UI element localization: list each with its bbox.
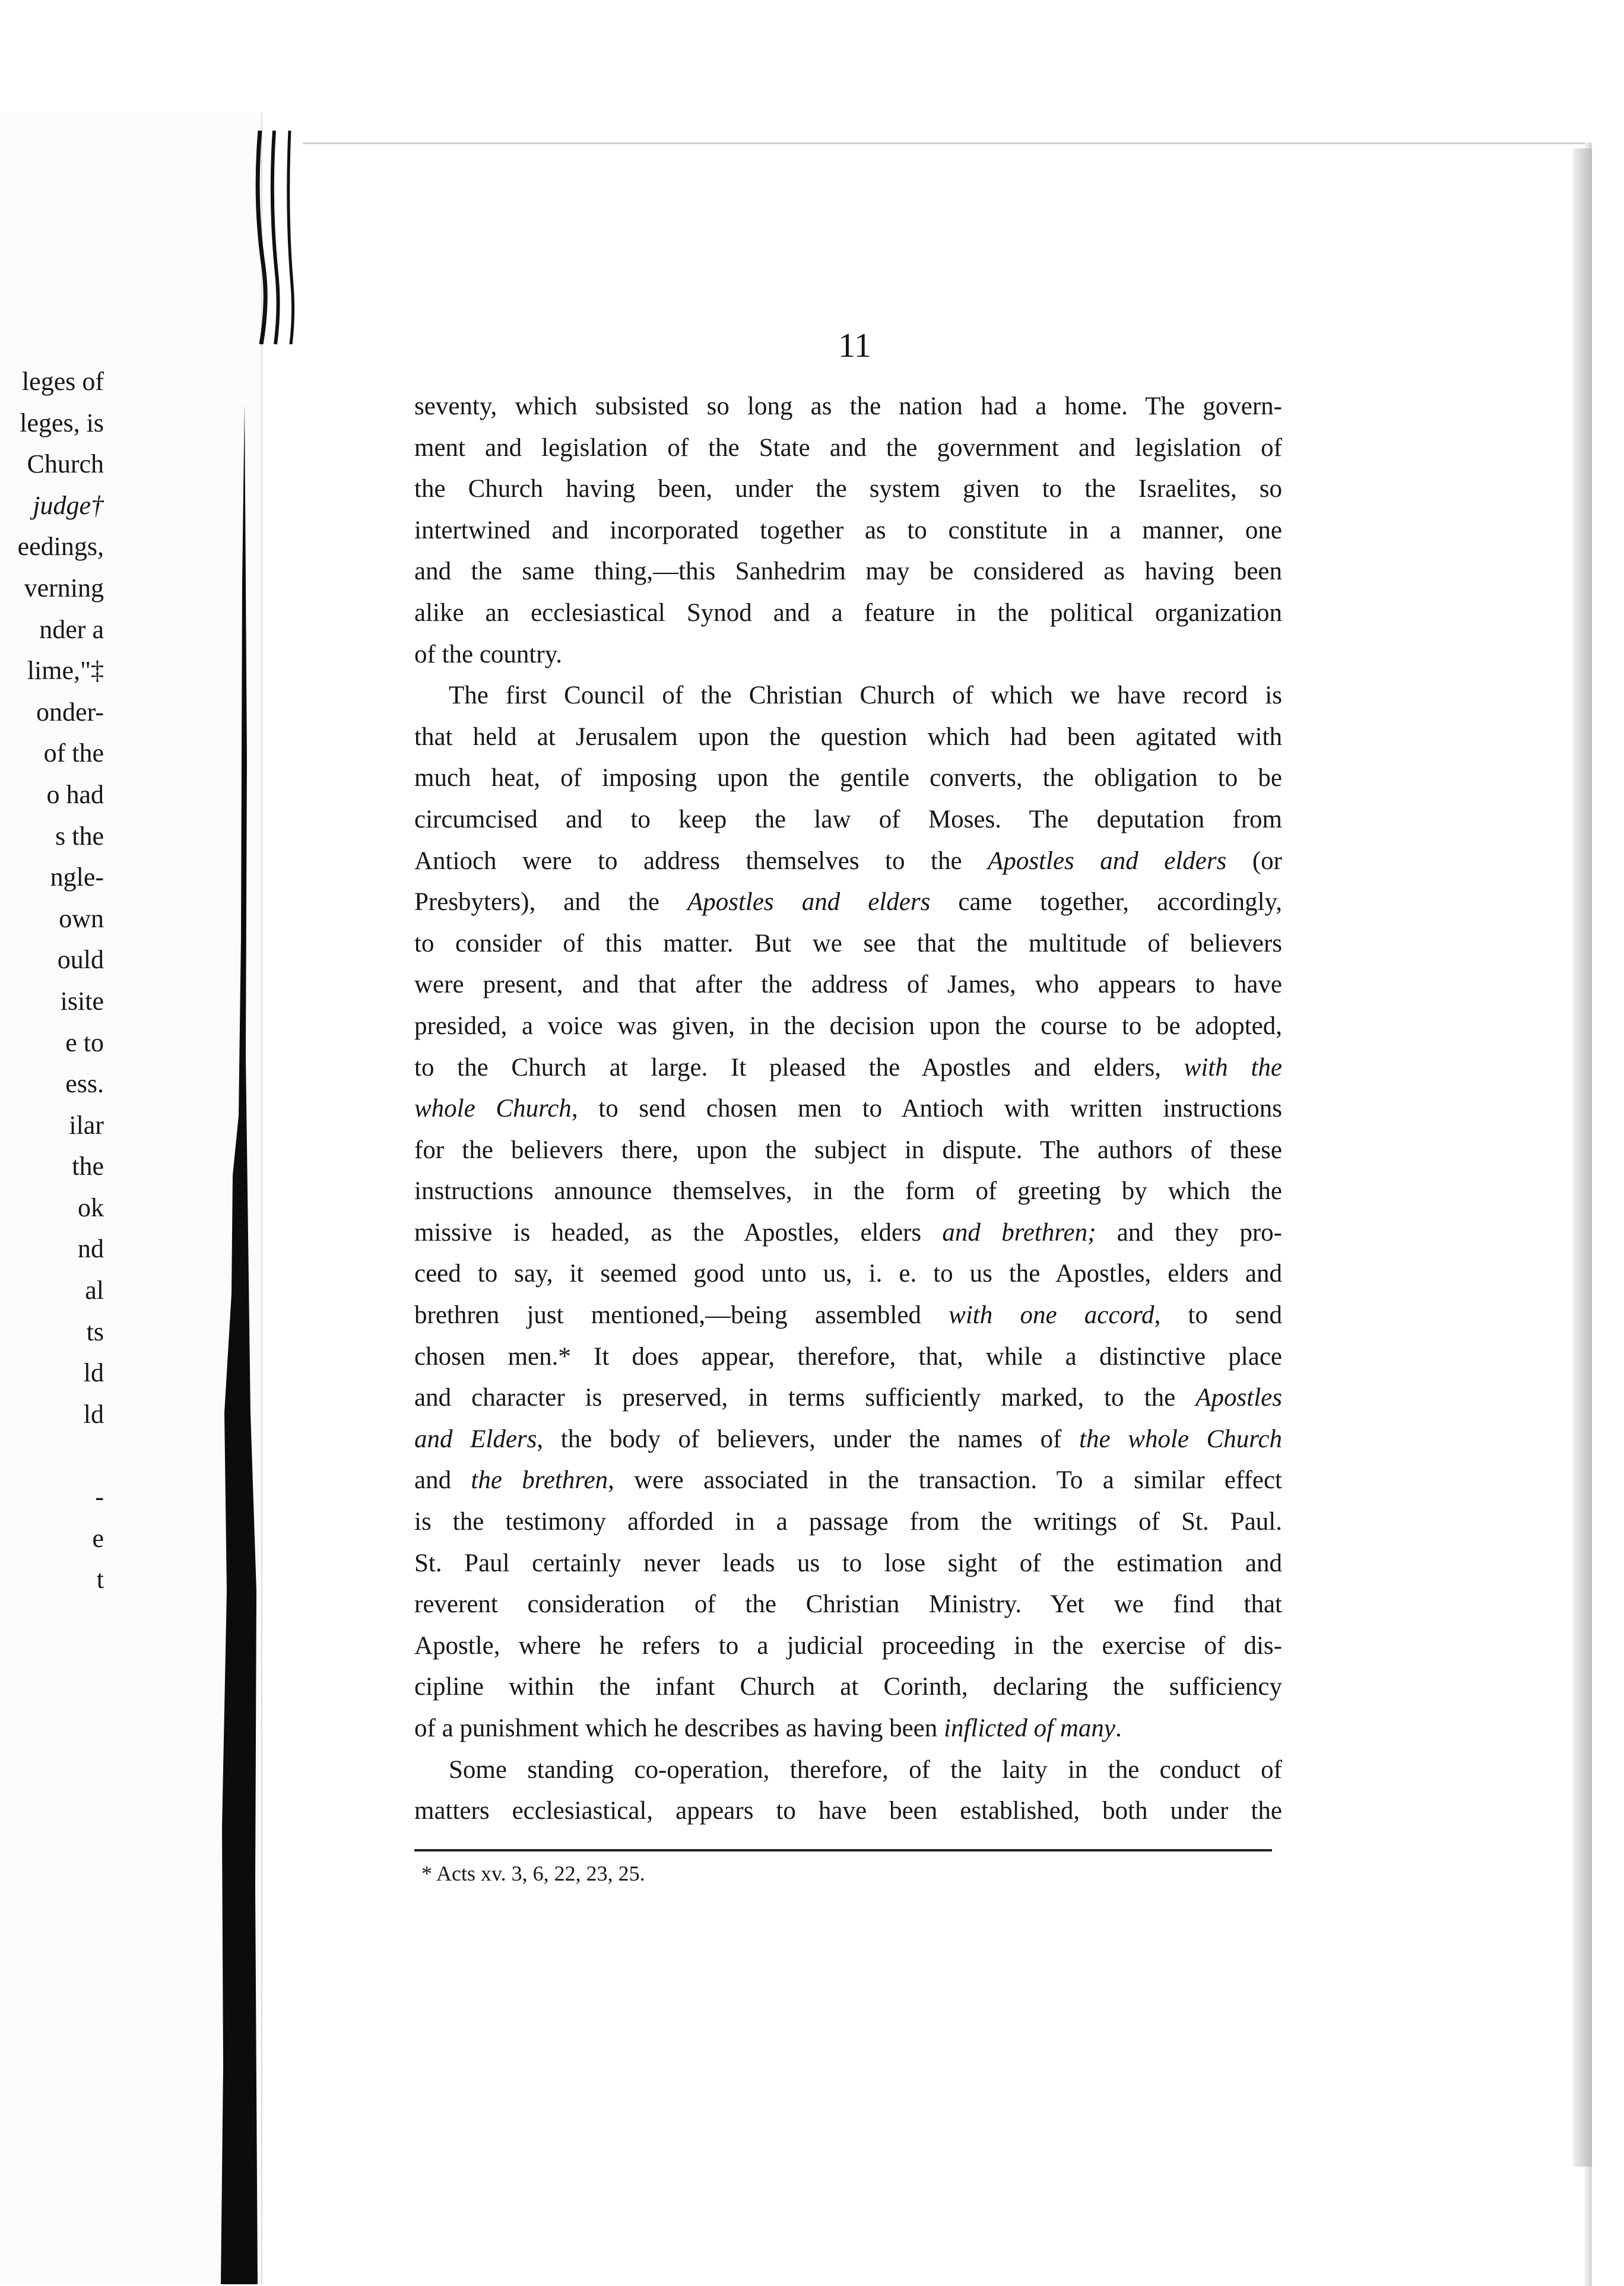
text-line: Presbyters), and the Apostles and elders came together, accordingly, [414,888,1282,917]
text-line: and the same thing,—this Sanhedrim may be considered as having been [414,557,1282,586]
text-line: is the testimony afforded in a passage from the writings of St. Paul. [414,1508,1282,1536]
text-line: cipline within the infant Church at Corinth, declaring the sufficiency [414,1673,1282,1701]
text-line: and the brethren, were associated in the transaction. To a similar effect [414,1466,1282,1495]
facing-page-line: e [92,1523,104,1553]
text-line: Apostle, where he refers to a judicial proceeding in the exercise of dis- [414,1631,1282,1660]
facing-page-line: ould [57,945,104,975]
text-line: St. Paul certainly never leads us to lose sight of the estimation and [414,1549,1282,1577]
text-line: instructions announce themselves, in the form of greeting by which the [414,1177,1282,1206]
body-text [414,386,1282,1832]
facing-page-line [0,1435,104,1476]
text-line: of the country. [414,640,563,668]
facing-page-line: eedings, [17,532,104,562]
text-line: Antioch were to address themselves to the Apostles and elders (or [414,846,1282,875]
facing-page-line: o had [46,779,104,809]
text-line: the Church having been, under the system given to the Israelites, so [414,475,1282,503]
text-line: were present, and that after the address of James, who appears to have [414,971,1282,999]
text-line: much heat, of imposing upon the gentile converts, the obligation to be [414,764,1282,792]
text-line: to consider of this matter. But we see that the multitude of believers [414,929,1282,957]
facing-page-line: t [96,1565,104,1594]
text-line: missive is headed, as the Apostles, elders and brethren; and they pro- [414,1218,1282,1247]
text-line: Some standing co-operation, therefore, of the laity in the conduct of [449,1755,1282,1784]
footnote-divider [414,1849,1272,1851]
facing-page-line: Church [27,449,104,479]
facing-page-line: ok [78,1193,104,1222]
facing-page-text [0,361,104,1600]
text-line: circumcised and to keep the law of Moses. The deputation from [414,805,1282,833]
facing-page-line: s the [55,821,104,851]
text-line: matters ecclesiastical, appears to have been established, both under the [414,1797,1282,1825]
paragraph [414,386,1282,675]
facing-page-line: of the [43,738,104,768]
facing-page-line: ngle- [50,863,104,892]
facing-page-line: judge† [33,490,104,520]
facing-page-line: leges, is [20,408,104,437]
facing-page-line: the [72,1152,104,1181]
facing-page-line: nder a [39,614,104,644]
text-line: ceed to say, it seemed good unto us, i. e. to us the Apostles, elders and [414,1260,1282,1288]
facing-page-line: isite [60,986,104,1016]
text-line: alike an ecclesiastical Synod and a feature in the political organization [414,598,1282,627]
facing-page-line: ts [86,1317,104,1346]
facing-page-line: ess. [65,1069,104,1099]
facing-page-line: verning [24,573,104,603]
facing-page-line: ilar [69,1110,104,1140]
binding-gutter-shadow [221,404,258,2284]
facing-page-line: leges of [21,367,104,396]
text-line: brethren just mentioned,—being assembled with one accord, to send [414,1301,1282,1330]
text-line: seventy, which subsisted so long as the nation had a home. The govern- [414,392,1282,420]
facing-page-line: own [59,903,104,933]
text-line: The first Council of the Christian Church of which we have record is [449,681,1282,710]
facing-page-line: - [95,1482,104,1512]
facing-page-line: al [85,1276,104,1305]
text-line: of a punishment which he describes as having been inflicted of many. [414,1714,1122,1742]
text-line: for the believers there, upon the subject in dispute. The authors of these [414,1136,1282,1164]
text-line: and Elders, the body of believers, under the names of the whole Church [414,1425,1282,1453]
facing-page-line: ld [83,1358,104,1388]
facing-page-line: ld [83,1399,104,1429]
binding-thread [248,131,319,344]
text-line: ment and legislation of the State and the government and legislation of [414,433,1282,462]
text-line: whole Church, to send chosen men to Antioch with written instructions [414,1095,1282,1123]
text-line: chosen men.* It does appear, therefore, that, while a distinctive place [414,1342,1282,1371]
text-line: reverent consideration of the Christian Ministry. Yet we find that [414,1590,1282,1619]
text-line: presided, a voice was given, in the decision upon the course to be adopted, [414,1012,1282,1040]
facing-page-line: onder- [36,697,104,727]
text-line: intertwined and incorporated together as to constitute in a manner, one [414,516,1282,544]
page-edge-shadow [1573,148,1592,2167]
paragraph [414,1749,1282,1832]
facing-page-line: e to [65,1028,104,1057]
page-number: 11 [838,326,871,364]
footnote: * Acts xv. 3, 6, 22, 23, 25. [421,1862,645,1885]
paragraph [414,675,1282,1749]
facing-page-line: nd [78,1234,104,1264]
text-line: to the Church at large. It pleased the Apostles and elders, with the [414,1053,1282,1082]
text-line: and character is preserved, in terms sufficiently marked, to the Apostles [414,1384,1282,1412]
text-line: that held at Jerusalem upon the question which had been agitated with [414,722,1282,751]
facing-page-line: lime,"‡ [27,656,104,686]
